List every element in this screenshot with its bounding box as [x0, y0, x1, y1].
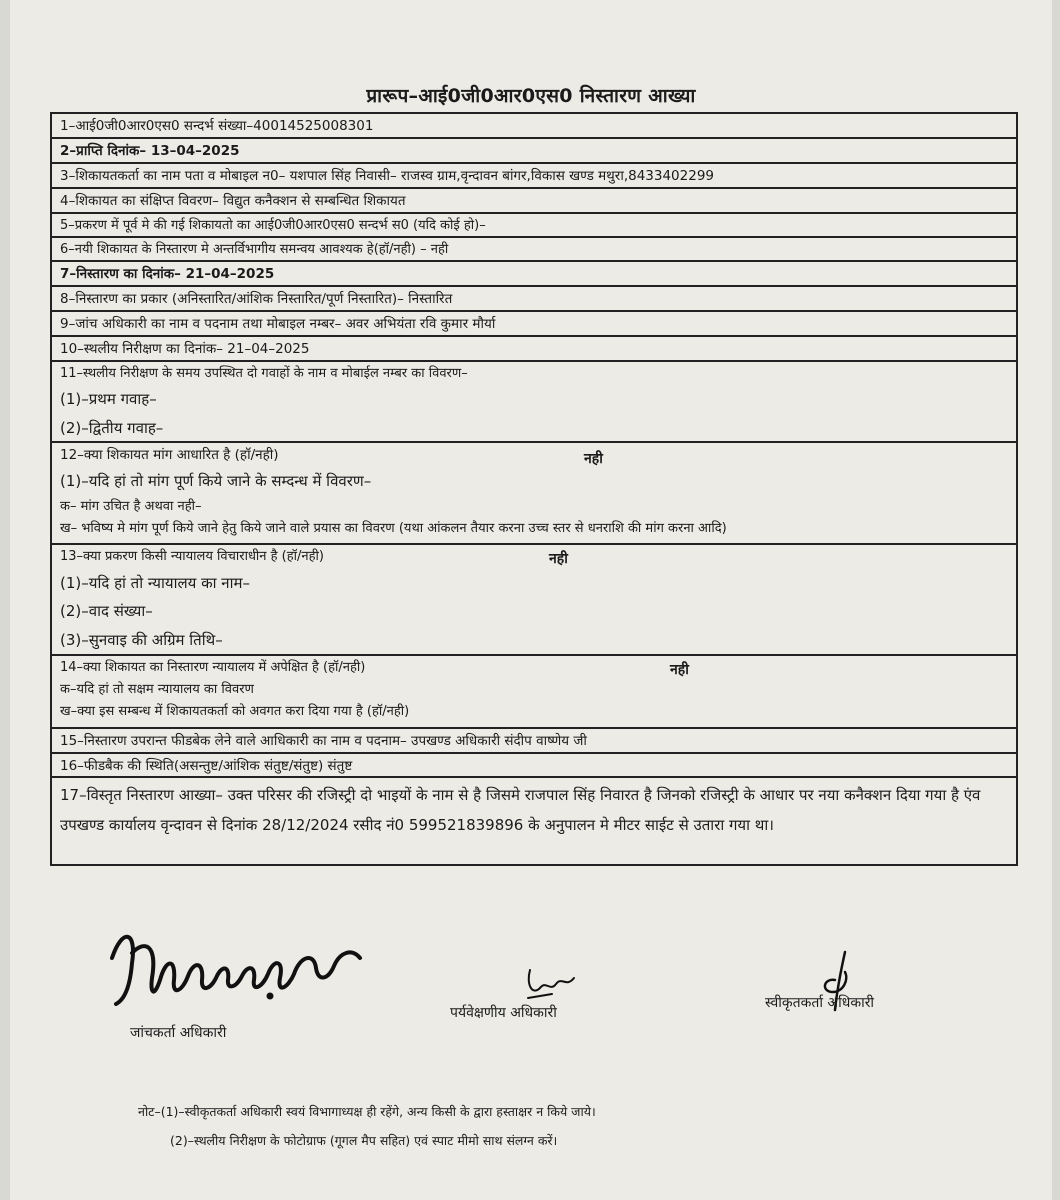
row-2	[52, 139, 1016, 164]
row-6	[52, 238, 1016, 262]
row-10	[52, 337, 1016, 362]
row-11	[52, 362, 1016, 444]
row-17-text: 17–विस्तृत निस्तारण आख्या– उक्त परिसर की रजिस्ट्री दो भाइयों के नाम से है जिसमे राजपाल सिंह निवारत है जिनको रजिस्ट्री के आधार पर नया कनैक्शन दिया गया है एंव उपखण्ड कार्यालय वृन्दावन से दिनांक 28/12/2024 रसीद नं0 599521839896 के अनुपालन मे मीटर साईट से उतारा गया था।	[60, 786, 981, 835]
row-14	[52, 656, 1016, 729]
row-16-text: 16–फीडबैक की स्थिति(असन्तुष्ट/आंशिक संतुष्ट/संतुष्ट) संतुष्ट	[60, 757, 353, 774]
row-8	[52, 287, 1016, 312]
row-12-answer: नही	[584, 451, 603, 468]
row-15-text: 15–निस्तारण उपरान्त फीडबेक लेने वाले आधिकारी का नाम व पदनाम– उपखण्ड अधिकारी संदीप वाष्णेय जी	[60, 732, 587, 749]
row-10-text: 10–स्थलीय निरीक्षण का दिनांक– 21–04–2025	[60, 340, 310, 357]
row-7-text: 7–निस्तारण का दिनांक– 21–04–2025	[60, 266, 275, 282]
row-3	[52, 164, 1016, 189]
row-12-text: 12–क्या शिकायत मांग आधारित है (हॉ/नही)	[60, 447, 279, 464]
row-13	[52, 545, 1016, 656]
row-13-answer: नही	[549, 551, 568, 568]
row-11-text: 11–स्थलीय निरीक्षण के समय उपस्थित दो गवाहों के नाम व मोबाईल नम्बर का विवरण–	[60, 365, 468, 381]
row-12-sub-1: (1)–यदि हां तो मांग पूर्ण किये जाने के सम्दन्ध में विवरण–	[60, 472, 372, 491]
row-3-text: 3–शिकायतकर्ता का नाम पता व मोबाइल न0– यशपाल सिंह निवासी– राजस्व ग्राम,वृन्दावन बांगर,विकास खण्ड मथुरा,8433402299	[60, 167, 715, 184]
document-title: प्रारूप–आई0जी0आर0एस0 निस्तारण आख्या	[366, 85, 696, 107]
document-page	[10, 0, 1052, 1200]
row-12-sub-ka: क– मांग उचित है अथवा नही–	[60, 498, 202, 514]
row-5	[52, 214, 1016, 238]
witness-1-label: (1)–प्रथम गवाह–	[60, 389, 157, 408]
row-12-sub-kha: ख– भविष्य मे मांग पूर्ण किये जाने हेतु किये जाने वाले प्रयास का विवरण (यथा आंकलन तैयार करना उच्च स्तर से धनराशि की मांग करना आदि)	[60, 521, 727, 537]
row-1-text: 1–आई0जी0आर0एस0 सन्दर्भ संख्या–40014525008301	[60, 118, 374, 134]
row-13-sub-3: (3)–सुनवाइ की अग्रिम तिथि–	[60, 631, 223, 650]
approver-label: स्वीकृतकर्ता अधिकारी	[765, 995, 875, 1011]
row-14-text: 14–क्या शिकायत का निस्तारण न्यायालय में अपेक्षित है (हॉ/नही)	[60, 659, 366, 675]
row-1	[52, 114, 1016, 139]
row-13-text: 13–क्या प्रकरण किसी न्यायालय विचाराधीन है (हॉ/नही)	[60, 549, 324, 565]
witness-2-label: (2)–द्वितीय गवाह–	[60, 418, 164, 437]
row-4	[52, 189, 1016, 214]
row-14-sub-kha: ख–क्या इस सम्बन्ध में शिकायतकर्ता को अवगत करा दिया गया है (हॉ/नही)	[60, 704, 410, 720]
form-table	[50, 112, 1018, 866]
note-1: नोट–(1)–स्वीकृतकर्ता अधिकारी स्वयं विभागाध्यक्ष ही रहेंगे, अन्य किसी के द्वारा हस्ताक्षर न किये जाये।	[138, 1104, 596, 1119]
row-9-text: 9–जांच अधिकारी का नाम व पदनाम तथा मोबाइल नम्बर– अवर अभियंता रवि कुमार मौर्या	[60, 315, 496, 332]
row-12	[52, 443, 1016, 545]
row-6-text: 6–नयी शिकायत के निस्तारण मे अन्तर्विभागीय समन्वय आवश्यक हे(हॉ/नही) – नही	[60, 241, 449, 257]
row-2-text: 2–प्राप्ति दिनांक– 13–04–2025	[60, 142, 240, 159]
row-14-answer: नही	[670, 661, 689, 678]
row-7	[52, 262, 1016, 287]
row-14-sub-ka: क–यदि हां तो सक्षम न्यायालय का विवरण	[60, 682, 254, 698]
row-13-sub-1: (1)–यदि हां तो न्यायालय का नाम–	[60, 573, 250, 592]
row-8-text: 8–निस्तारण का प्रकार (अनिस्तारित/आंशिक निस्तारित/पूर्ण निस्तारित)– निस्तारित	[60, 290, 453, 307]
row-4-text: 4–शिकायत का संक्षिप्त विवरण– विद्युत कनैक्शन से सम्बन्धित शिकायत	[60, 192, 406, 209]
note-2: (2)–स्थलीय निरीक्षण के फोटोग्राफ (गूगल मैप सहित) एवं स्पाट मीमो साथ संलग्न करें।	[170, 1133, 558, 1148]
supervisor-label: पर्यवेक्षणीय अधिकारी	[450, 1005, 557, 1021]
row-17	[52, 778, 1016, 864]
row-5-text: 5–प्रकरण में पूर्व मे की गई शिकायतो का आई0जी0आर0एस0 सन्दर्भ स0 (यदि कोई हो)–	[60, 217, 486, 233]
row-15	[52, 729, 1016, 754]
row-13-sub-2: (2)–वाद संख्या–	[60, 602, 153, 621]
row-9	[52, 312, 1016, 337]
investigator-signature	[102, 918, 372, 1010]
supervisor-signature	[522, 966, 582, 1002]
investigator-label: जांचकर्ता अधिकारी	[130, 1025, 227, 1041]
row-16	[52, 754, 1016, 779]
